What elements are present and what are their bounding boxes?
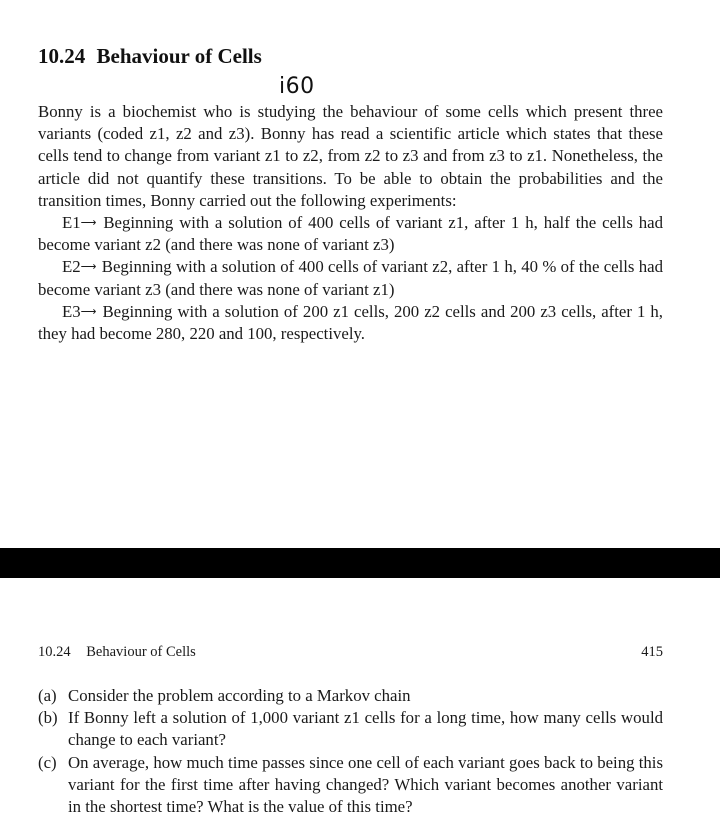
experiment-text: Beginning with a solution of 200 z1 cells, 200 z2 cells and 200 z3 cells, after 1 h, they had become 280, 220 and 100, respectively.	[38, 301, 664, 344]
page-number: 415	[641, 644, 663, 660]
running-head-title: Behaviour of Cells	[86, 644, 196, 660]
running-head	[38, 644, 663, 661]
right-arrow-icon: ⟶	[80, 217, 97, 230]
question-label: (b)	[38, 708, 58, 728]
experiment-label: E1	[62, 213, 81, 233]
section-title: Behaviour of Cells	[96, 44, 262, 68]
book-page-lower	[0, 578, 720, 824]
experiment-label: E3	[62, 301, 81, 321]
right-arrow-icon: ⟶	[80, 305, 97, 318]
question-list	[38, 685, 663, 818]
running-head-number: 10.24	[38, 644, 71, 660]
page-divider-bar	[0, 548, 720, 578]
experiment-item	[38, 301, 663, 345]
problem-statement	[38, 101, 663, 345]
experiment-text: Beginning with a solution of 400 cells of variant z1, after 1 h, half the cells had become variant z2 (and there was none of variant z3)	[38, 213, 663, 255]
question-text: On average, how much time passes since one cell of each variant goes back to being this variant for the first time after having changed? Which variant becomes another variant in the shortest time? What is the value of this time?	[68, 752, 663, 817]
question-text: Consider the problem according to a Markov chain	[68, 686, 411, 705]
question-item	[38, 752, 663, 819]
experiment-label: E2	[62, 257, 81, 277]
question-label: (c)	[38, 752, 57, 772]
intro-paragraph: Bonny is a biochemist who is studying the behaviour of some cells which present three variants (coded z1, z2 and z3). Bonny has read a scientific article which states that these cells tend to change from variant z1 to z2, from z2 to z3 and from z3 to z1. Nonetheless, the article did not quantify these transitions. To be able to obtain the probabilities and the transition times, Bonny carried out the following experiments:	[38, 102, 663, 210]
section-number: 10.24	[38, 44, 86, 68]
question-item	[38, 707, 663, 751]
question-item	[38, 685, 663, 707]
section-heading	[38, 44, 262, 69]
experiment-text: Beginning with a solution of 400 cells of variant z2, after 1 h, 40 % of the cells had become variant z3 (and there was none of variant z1)	[38, 257, 663, 299]
experiment-item	[38, 256, 663, 300]
experiment-item	[38, 212, 663, 256]
right-arrow-icon: ⟶	[80, 261, 97, 274]
handwritten-note: i60	[279, 74, 315, 99]
question-label: (a)	[38, 686, 57, 705]
question-text: If Bonny left a solution of 1,000 variant z1 cells for a long time, how many cells would change to each variant?	[68, 708, 663, 750]
